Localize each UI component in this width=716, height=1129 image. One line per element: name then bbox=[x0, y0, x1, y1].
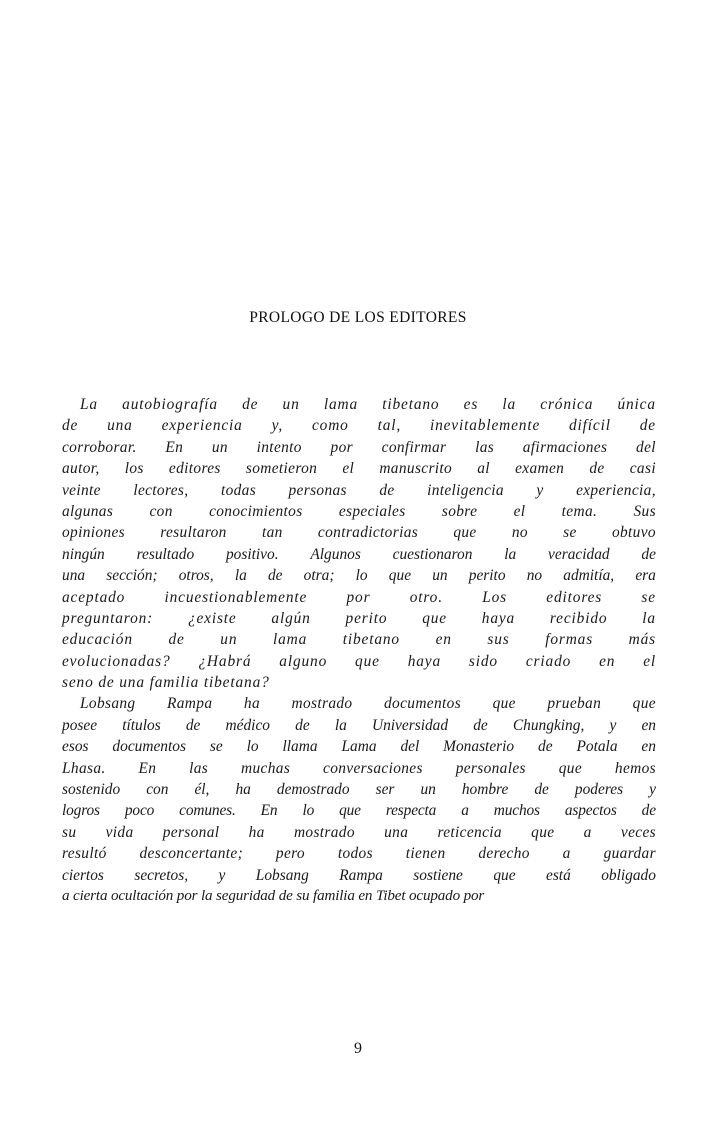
word: veracidad bbox=[548, 545, 610, 563]
word: un bbox=[282, 396, 300, 413]
word: en bbox=[599, 652, 616, 670]
text-line bbox=[62, 544, 656, 565]
word: tan bbox=[261, 524, 283, 542]
word: a bbox=[461, 802, 469, 820]
word: de bbox=[93, 674, 115, 692]
text-line bbox=[62, 800, 656, 821]
word: aceptado bbox=[62, 588, 126, 606]
word: ¿Habrá bbox=[198, 652, 252, 670]
word: Rampa bbox=[339, 866, 383, 884]
word: de bbox=[641, 802, 656, 820]
word: ocupado bbox=[405, 887, 460, 904]
word: y, bbox=[271, 417, 284, 435]
word: a bbox=[62, 887, 70, 904]
word: de bbox=[534, 781, 549, 799]
word: por bbox=[459, 887, 485, 904]
word: ¿existe bbox=[187, 609, 237, 627]
word: Universidad bbox=[371, 716, 449, 734]
page-number: 9 bbox=[354, 1040, 362, 1057]
word: criado bbox=[525, 652, 572, 670]
word: resultaron bbox=[160, 524, 227, 542]
word: la bbox=[502, 396, 517, 413]
word: tibetano bbox=[382, 396, 440, 413]
word: experiencia, bbox=[576, 481, 656, 499]
word: todas bbox=[220, 481, 257, 499]
word: con bbox=[149, 502, 173, 520]
word: formas bbox=[545, 631, 594, 649]
word: por bbox=[173, 887, 198, 904]
word: lo bbox=[302, 802, 315, 820]
word: y bbox=[218, 866, 226, 884]
word: que bbox=[355, 652, 380, 670]
text-line bbox=[62, 822, 656, 843]
word: el bbox=[342, 460, 355, 478]
word: veinte bbox=[62, 481, 101, 499]
word: resultado bbox=[136, 545, 195, 563]
word: conversaciones bbox=[323, 759, 423, 777]
text-line bbox=[62, 437, 656, 458]
word: una bbox=[384, 823, 409, 841]
word: que bbox=[558, 759, 583, 777]
word: su bbox=[62, 823, 77, 841]
word: muchas bbox=[241, 759, 291, 777]
word: y bbox=[609, 716, 617, 734]
word: guardar bbox=[603, 845, 656, 863]
word: mostrado bbox=[291, 695, 353, 713]
word: poco bbox=[124, 802, 155, 820]
word: secretos, bbox=[134, 866, 189, 884]
word: que bbox=[632, 695, 656, 713]
word: de bbox=[641, 545, 656, 563]
word: tibetana? bbox=[199, 674, 270, 692]
word: Algunos bbox=[310, 545, 361, 563]
word: de bbox=[639, 417, 656, 435]
paragraph-2 bbox=[62, 693, 656, 907]
word: que bbox=[453, 524, 477, 542]
word: las bbox=[475, 438, 495, 456]
text-line bbox=[62, 394, 656, 415]
word: lectores, bbox=[133, 481, 189, 499]
word: la bbox=[197, 887, 213, 904]
word: la bbox=[504, 545, 517, 563]
word: otra; bbox=[303, 567, 335, 585]
word: autor, bbox=[62, 460, 100, 478]
word: sobre bbox=[441, 502, 478, 520]
word: llama bbox=[282, 738, 318, 756]
word: lo bbox=[246, 738, 259, 756]
word: recibido bbox=[549, 609, 608, 627]
word: resultó bbox=[62, 845, 107, 863]
word: Chungking, bbox=[512, 716, 585, 734]
word: un bbox=[420, 781, 436, 799]
word: que bbox=[493, 866, 516, 884]
word: y bbox=[536, 481, 544, 499]
word: perito bbox=[468, 567, 506, 585]
word: afirmaciones bbox=[522, 438, 608, 456]
word: de bbox=[473, 716, 488, 734]
word: única bbox=[617, 396, 656, 413]
word: inevitablemente bbox=[429, 417, 541, 435]
text-line bbox=[62, 843, 656, 864]
word: La bbox=[80, 396, 98, 413]
word: de bbox=[185, 716, 201, 734]
word: sometieron bbox=[245, 460, 318, 478]
text-line bbox=[62, 458, 656, 479]
text-line bbox=[62, 865, 656, 886]
word: su bbox=[292, 887, 310, 904]
word: más bbox=[628, 631, 656, 649]
word: En bbox=[138, 759, 157, 777]
word: contradictorias bbox=[317, 524, 419, 542]
text-line bbox=[62, 715, 656, 736]
word: que bbox=[388, 567, 412, 585]
word: el bbox=[643, 652, 656, 670]
word: de bbox=[267, 567, 283, 585]
word: se bbox=[209, 738, 223, 756]
word: de bbox=[275, 887, 293, 904]
word: de bbox=[538, 738, 553, 756]
word: lama bbox=[323, 396, 359, 413]
word: cuestionaron bbox=[392, 545, 473, 563]
word: personas bbox=[288, 481, 347, 499]
word: haya bbox=[481, 609, 516, 627]
word: era bbox=[635, 567, 656, 585]
word: sido bbox=[468, 652, 498, 670]
word: al bbox=[477, 460, 490, 478]
word: de bbox=[589, 460, 605, 478]
text-line bbox=[62, 779, 656, 800]
word: ha bbox=[248, 823, 265, 841]
word: crónica bbox=[540, 396, 594, 413]
word: En bbox=[260, 802, 278, 820]
word: demostrado bbox=[276, 781, 350, 799]
word: que bbox=[339, 802, 361, 820]
word: ha bbox=[235, 781, 251, 799]
word: admitía, bbox=[563, 567, 615, 585]
word: educación bbox=[62, 631, 133, 649]
word: veces bbox=[620, 823, 656, 841]
word: opiniones bbox=[62, 524, 125, 542]
word: seno bbox=[62, 674, 94, 692]
word: a bbox=[583, 823, 592, 841]
word: Potala bbox=[576, 738, 618, 756]
word: ciertos bbox=[62, 866, 104, 884]
text-line bbox=[62, 629, 656, 650]
text-line bbox=[62, 736, 656, 757]
word: sostenido bbox=[62, 781, 121, 799]
word: un bbox=[220, 631, 238, 649]
word: pero bbox=[275, 845, 305, 863]
word: ocultación bbox=[107, 887, 174, 904]
text-line bbox=[62, 501, 656, 522]
word: documentos bbox=[112, 738, 186, 756]
word: por bbox=[330, 438, 353, 456]
word: las bbox=[189, 759, 209, 777]
page-title: PROLOGO DE LOS EDITORES bbox=[249, 309, 467, 326]
word: Monasterio bbox=[443, 738, 515, 756]
word: cierta bbox=[69, 887, 108, 904]
word: no bbox=[526, 567, 543, 585]
word: alguno bbox=[279, 652, 328, 670]
word: logros bbox=[62, 802, 100, 820]
word: conocimientos bbox=[209, 502, 303, 520]
word: de bbox=[168, 631, 185, 649]
word: examen bbox=[515, 460, 565, 478]
word: posee bbox=[62, 716, 98, 734]
word: positivo. bbox=[225, 545, 279, 563]
word: reticencia bbox=[437, 823, 502, 841]
word: perito bbox=[345, 609, 388, 627]
word: Lobsang bbox=[80, 695, 136, 713]
text-line bbox=[62, 651, 656, 672]
word: especiales bbox=[338, 502, 406, 520]
word: confirmar bbox=[381, 438, 447, 456]
word: en bbox=[354, 887, 373, 904]
word: sostiene bbox=[413, 866, 463, 884]
word: Tibet bbox=[372, 887, 406, 904]
word: muchos bbox=[493, 802, 540, 820]
word: personales bbox=[455, 759, 526, 777]
text-line bbox=[62, 608, 656, 629]
text-line bbox=[62, 480, 656, 501]
word: tibetano bbox=[342, 631, 400, 649]
word: que bbox=[492, 695, 516, 713]
word: mostrado bbox=[293, 823, 355, 841]
word: ha bbox=[243, 695, 260, 713]
word: de bbox=[295, 716, 310, 734]
word: un bbox=[432, 567, 448, 585]
word: esos bbox=[62, 738, 89, 756]
body-text-block bbox=[62, 394, 656, 907]
word: lama bbox=[272, 631, 308, 649]
word: casi bbox=[629, 460, 656, 478]
word: algún bbox=[271, 609, 311, 627]
word: lo bbox=[355, 567, 368, 585]
word: los bbox=[124, 460, 144, 478]
word: con bbox=[146, 781, 169, 799]
word: obtuvo bbox=[611, 524, 656, 542]
text-line bbox=[62, 693, 656, 714]
word: manuscrito bbox=[379, 460, 453, 478]
word: se bbox=[563, 524, 577, 542]
word: una bbox=[107, 417, 133, 435]
text-line bbox=[62, 415, 656, 436]
word: haya bbox=[407, 652, 442, 670]
word: comunes. bbox=[179, 802, 236, 820]
word: seguridad bbox=[212, 887, 276, 904]
word: sección; bbox=[106, 567, 158, 585]
word: hemos bbox=[614, 759, 656, 777]
word: títulos bbox=[122, 716, 161, 734]
word: hombre bbox=[461, 781, 509, 799]
word: otros, bbox=[178, 567, 214, 585]
word: derecho bbox=[478, 845, 530, 863]
word: Lobsang bbox=[255, 866, 309, 884]
word: una bbox=[62, 567, 86, 585]
word: intento bbox=[256, 438, 302, 456]
word: un bbox=[211, 438, 228, 456]
word: incuestionablemente bbox=[164, 588, 308, 606]
text-line bbox=[62, 522, 656, 543]
word: corroborar. bbox=[62, 438, 137, 456]
word: una bbox=[114, 674, 145, 692]
word: que bbox=[422, 609, 447, 627]
word: personal bbox=[162, 823, 220, 841]
word: poderes bbox=[574, 781, 624, 799]
word: la bbox=[334, 716, 347, 734]
word: él, bbox=[194, 781, 210, 799]
word: Los bbox=[482, 588, 507, 606]
text-line bbox=[62, 565, 656, 586]
word: no bbox=[511, 524, 528, 542]
word: desconcertante; bbox=[139, 845, 244, 863]
word: editores bbox=[168, 460, 221, 478]
word: tienen bbox=[405, 845, 446, 863]
text-line bbox=[62, 587, 656, 608]
word: obligado bbox=[601, 866, 656, 884]
word: algunas bbox=[62, 502, 114, 520]
word: como bbox=[311, 417, 349, 435]
word: del bbox=[636, 438, 656, 456]
text-line bbox=[62, 758, 656, 779]
word: vida bbox=[105, 823, 134, 841]
word: En bbox=[165, 438, 184, 456]
word: y bbox=[649, 781, 656, 799]
word: difícil bbox=[569, 417, 611, 435]
text-line bbox=[62, 886, 656, 907]
word: otro. bbox=[409, 588, 443, 606]
word: familia bbox=[309, 887, 355, 904]
word: autobiografía bbox=[122, 396, 218, 413]
word: editores bbox=[546, 588, 603, 606]
word: que bbox=[531, 823, 555, 841]
paragraph-1 bbox=[62, 394, 656, 693]
word: ningún bbox=[62, 545, 105, 563]
word: el bbox=[513, 502, 526, 520]
word: respecta bbox=[385, 802, 437, 820]
word: de bbox=[379, 481, 395, 499]
word: la bbox=[234, 567, 247, 585]
word: en bbox=[641, 716, 656, 734]
word: Sus bbox=[633, 502, 656, 520]
word: por bbox=[346, 588, 371, 606]
word: de bbox=[242, 396, 259, 413]
word: experiencia bbox=[161, 417, 243, 435]
word: ser bbox=[375, 781, 395, 799]
word: de bbox=[62, 417, 79, 435]
word: evolucionadas? bbox=[62, 652, 171, 670]
word: está bbox=[545, 866, 571, 884]
word: todos bbox=[337, 845, 373, 863]
word: familia bbox=[144, 674, 200, 692]
word: tema. bbox=[561, 502, 598, 520]
word: tal, bbox=[377, 417, 402, 435]
word: del bbox=[400, 738, 420, 756]
word: inteligencia bbox=[427, 481, 504, 499]
word: la bbox=[642, 609, 656, 627]
word: prueban bbox=[547, 695, 602, 713]
word: es bbox=[463, 396, 479, 413]
word: se bbox=[641, 588, 656, 606]
word: Lama bbox=[341, 738, 377, 756]
word: Rampa bbox=[167, 695, 213, 713]
word: sus bbox=[487, 631, 510, 649]
word: médico bbox=[225, 716, 270, 734]
word: preguntaron: bbox=[62, 609, 154, 627]
text-line bbox=[62, 672, 656, 693]
word: en bbox=[641, 738, 656, 756]
word: en bbox=[435, 631, 452, 649]
word: aspectos bbox=[564, 802, 617, 820]
word: a bbox=[562, 845, 571, 863]
word: Lhasa. bbox=[62, 759, 106, 777]
word: documentos bbox=[384, 695, 462, 713]
